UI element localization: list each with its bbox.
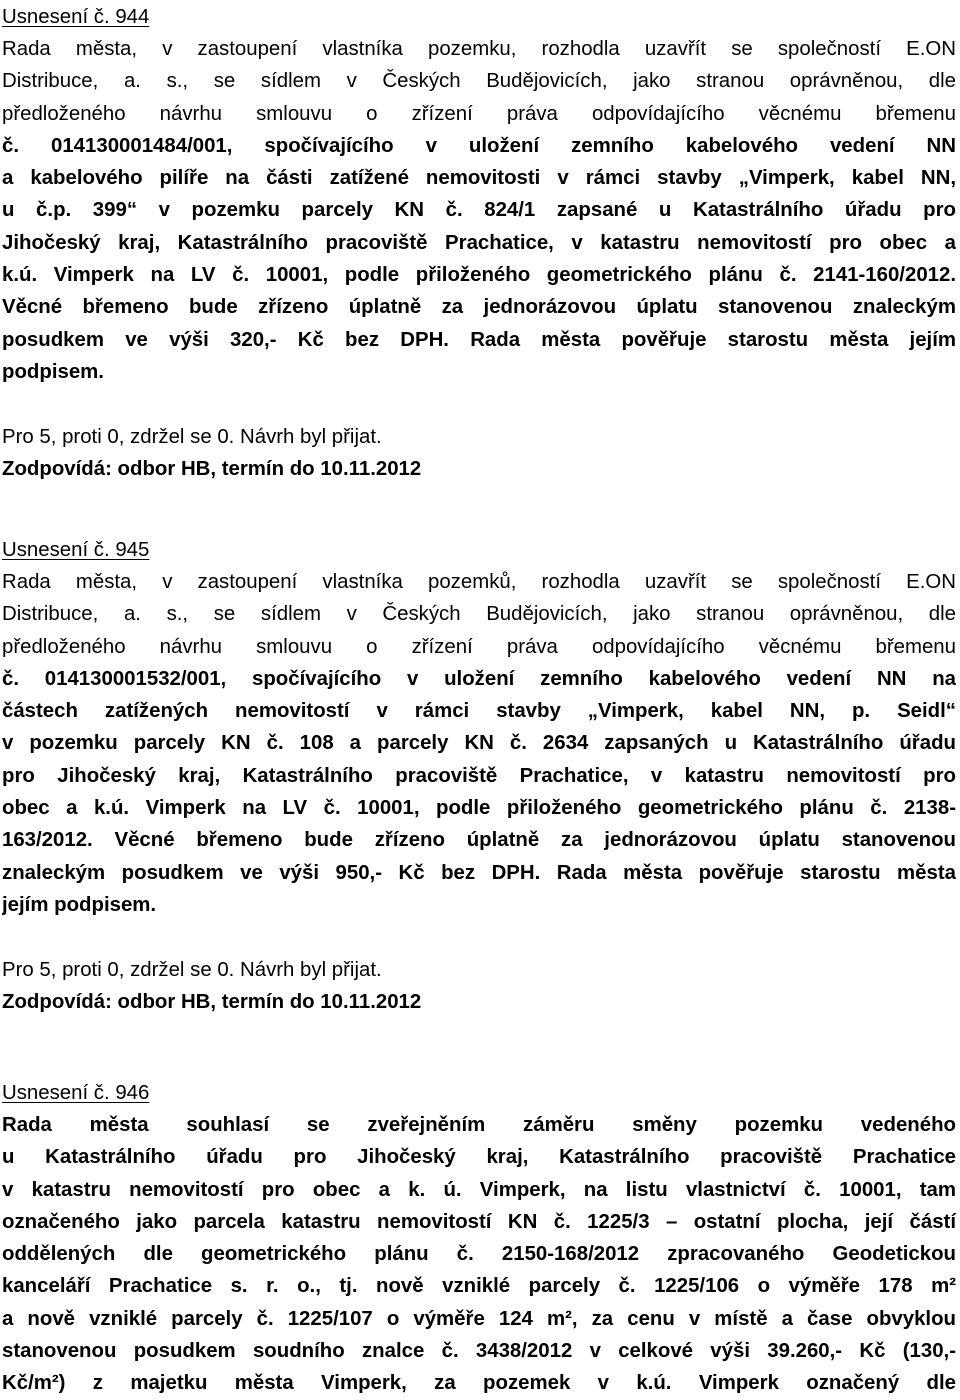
body-line: částech zatížených nemovitostí v rámci stavby „Vimperk, kabel NN, p. Seidl“ [2,700,956,723]
resolution-body [2,33,956,388]
body-line: stanovenou posudkem soudního znalce č. 3438/2012 v celkové výši 39.260,- Kč (130,- [2,1340,956,1363]
body-line: předloženého návrhu smlouvu o zřízení práva odpovídajícího věcnému břemenu [2,635,956,658]
body-line: v katastru nemovitostí pro obec a k. ú. Vimperk, na listu vlastnictví č. 10001, tam [2,1178,956,1201]
body-line: a kabelového pilíře na části zatížené nemovitosti v rámci stavby „Vimperk, kabel NN, [2,167,956,190]
responsibility-line: Zodpovídá: odbor HB, termín do 10.11.2012 [2,990,422,1013]
resolution-heading: Usnesení č. 944 [2,6,150,28]
body-line: k.ú. Vimperk na LV č. 10001, podle přiloženého geometrického plánu č. 2141-160/2012. [2,264,956,287]
body-line: v pozemku parcely KN č. 108 a parcely KN č. 2634 zapsaných u Katastrálního úřadu [2,732,956,755]
resolution-944 [2,1,956,485]
body-line: Věcné břemeno bude zřízeno úplatně za jednorázovou úplatu stanovenou znaleckým [2,296,956,319]
body-line: a nově vzniklé parcely č. 1225/107 o výměře 124 m², za cenu v místě a čase obvyklou [2,1307,956,1330]
resolution-945 [2,534,956,1018]
body-line: u Katastrálního úřadu pro Jihočeský kraj, Katastrálního pracoviště Prachatice [2,1146,956,1169]
body-line: označeného jako parcela katastru nemovitostí KN č. 1225/3 – ostatní plocha, její částí [2,1210,956,1233]
body-line: č. 014130001484/001, spočívajícího v uložení zemního kabelového vedení NN [2,134,956,157]
body-line: u č.p. 399“ v pozemku parcely KN č. 824/1 zapsané u Katastrálního úřadu pro [2,199,956,222]
body-line: Rada města, v zastoupení vlastníka pozemku, rozhodla uzavřít se společností E.ON [2,38,956,60]
body-line: znaleckým posudkem ve výši 950,- Kč bez DPH. Rada města pověřuje starostu města [2,861,956,884]
body-line: č. 014130001532/001, spočívajícího v uložení zemního kabelového vedení NN na [2,667,956,690]
body-line: podpisem. [2,360,104,383]
body-line: Jihočeský kraj, Katastrálního pracoviště Prachatice, v katastru nemovitostí pro obec a [2,231,956,254]
vote-result: Pro 5, proti 0, zdržel se 0. Návrh byl přijat. [2,958,382,981]
body-line: jejím podpisem. [2,893,157,916]
body-line: 163/2012. Věcné břemeno bude zřízeno úplatně za jednorázovou úplatu stanovenou [2,829,956,852]
body-line: Distribuce, a. s., se sídlem v Českých Budějovicích, jako stranou oprávněnou, dle [2,70,956,93]
body-line: obec a k.ú. Vimperk na LV č. 10001, podle přiloženého geometrického plánu č. 2138- [2,797,956,820]
body-line: kanceláří Prachatice s. r. o., tj. nově vzniklé parcely č. 1225/106 o výměře 178 m² [2,1275,956,1298]
body-line: Rada města, v zastoupení vlastníka pozemků, rozhodla uzavřít se společností E.ON [2,571,956,593]
resolution-body [2,566,956,921]
body-line: Rada města souhlasí se zveřejněním záměru směny pozemku vedeného [2,1114,956,1136]
body-line: Kč/m²) z majetku města Vimperk, za pozemek v k.ú. Vimperk označený dle [2,1372,956,1395]
resolution-heading: Usnesení č. 945 [2,539,150,561]
resolution-946 [2,1077,956,1400]
resolution-body [2,1109,956,1400]
body-line: posudkem ve výši 320,- Kč bez DPH. Rada města pověřuje starostu města jejím [2,328,956,351]
body-line: Distribuce, a. s., se sídlem v Českých Budějovicích, jako stranou oprávněnou, dle [2,603,956,626]
body-line: pro Jihočeský kraj, Katastrálního pracoviště Prachatice, v katastru nemovitostí pro [2,764,956,787]
body-line: oddělených dle geometrického plánu č. 2150-168/2012 zpracovaného Geodetickou [2,1243,956,1266]
body-line: předloženého návrhu smlouvu o zřízení práva odpovídajícího věcnému břemenu [2,102,956,125]
responsibility-line: Zodpovídá: odbor HB, termín do 10.11.2012 [2,457,422,480]
resolution-heading: Usnesení č. 946 [2,1082,150,1104]
vote-result: Pro 5, proti 0, zdržel se 0. Návrh byl přijat. [2,425,382,448]
